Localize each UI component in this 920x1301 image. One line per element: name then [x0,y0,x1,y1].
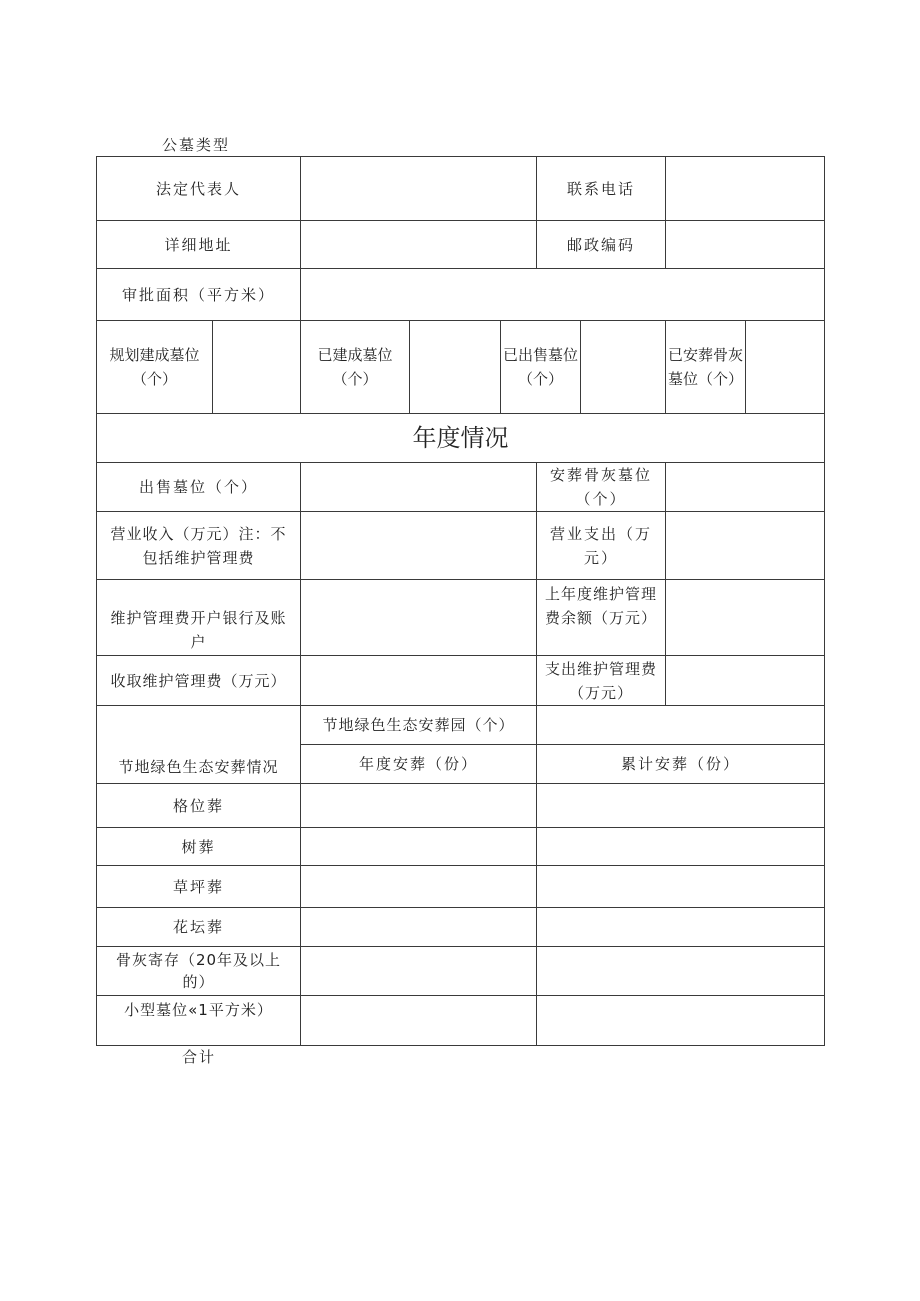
maint-fee-spent-field[interactable] [666,656,824,705]
approved-area-label: 审批面积（平方米） [121,285,275,304]
postal-code-field[interactable] [666,221,824,268]
ash-storage-label: 骨灰寄存（20年及以上 的） [115,951,282,991]
green-park-count-field[interactable] [537,706,824,744]
lawn-annual-field[interactable] [301,866,536,907]
maint-fee-spent-label: 支出维护管理费 （万元） [544,659,657,702]
expense-field[interactable] [666,512,824,579]
legal-rep-label: 法定代表人 [155,179,241,198]
postal-code-label: 邮政编码 [566,235,635,254]
planned-graves-label: 规划建成墓位 （个） [109,346,200,388]
bank-account-label: 维护管理费开户银行及账 户 [110,608,287,651]
cemetery-type-label: 公墓类型 [162,136,231,154]
flowerbed-burial-label: 花坛葬 [172,918,224,936]
maint-fee-collected-field[interactable] [301,656,536,705]
annual-section-title: 年度情况 [412,424,509,452]
lattice-annual-field[interactable] [301,784,536,827]
maint-fee-collected-label: 收取维护管理费（万元） [110,671,287,690]
small-grave-annual-field[interactable] [301,996,536,1045]
expense-label: 营业支出（万 元） [549,524,652,567]
buried-ash-year-field[interactable] [666,463,824,511]
phone-field[interactable] [666,157,824,220]
buried-ash-graves-label: 已安葬骨灰 墓位（个） [668,346,744,388]
total-label: 合计 [182,1048,217,1066]
flowerbed-annual-field[interactable] [301,908,536,946]
sold-graves-field[interactable] [581,321,665,413]
revenue-field[interactable] [301,512,536,579]
ash-storage-annual-field[interactable] [301,947,536,995]
planned-graves-field[interactable] [213,321,300,413]
lattice-cumulative-field[interactable] [537,784,824,827]
ash-storage-cumulative-field[interactable] [537,947,824,995]
tree-annual-field[interactable] [301,828,536,865]
prev-balance-label: 上年度维护管理 费余额（万元） [544,585,657,627]
small-grave-cumulative-field[interactable] [537,996,824,1045]
address-label: 详细地址 [164,235,233,254]
approved-area-field[interactable] [301,269,824,320]
cumulative-burials-header: 累计安葬（份） [620,755,740,773]
built-graves-label: 已建成墓位 （个） [317,346,393,388]
phone-label: 联系电话 [566,179,635,198]
lawn-cumulative-field[interactable] [537,866,824,907]
green-park-count-label: 节地绿色生态安葬园（个） [322,716,515,734]
tree-cumulative-field[interactable] [537,828,824,865]
sold-graves-label: 已出售墓位 （个） [503,346,579,388]
sold-graves-year-label: 出售墓位（个） [138,478,258,496]
green-burial-status-label: 节地绿色生态安葬情况 [118,757,279,776]
buried-ash-year-label: 安葬骨灰墓位 （个） [549,466,652,508]
prev-balance-field[interactable] [666,580,824,655]
lattice-burial-label: 格位葬 [172,796,224,815]
address-field[interactable] [301,221,536,268]
lawn-burial-label: 草坪葬 [172,877,224,896]
revenue-label: 营业收入（万元）注：不 包括维护管理费 [110,524,287,567]
annual-burials-header: 年度安葬（份） [358,755,478,773]
tree-burial-label: 树葬 [181,837,216,856]
sold-graves-year-field[interactable] [301,463,536,511]
built-graves-field[interactable] [410,321,500,413]
legal-rep-field[interactable] [301,157,536,220]
buried-ash-graves-field[interactable] [746,321,824,413]
small-grave-label: 小型墓位«1平方米） [124,1001,273,1019]
bank-account-field[interactable] [301,580,536,655]
flowerbed-cumulative-field[interactable] [537,908,824,946]
